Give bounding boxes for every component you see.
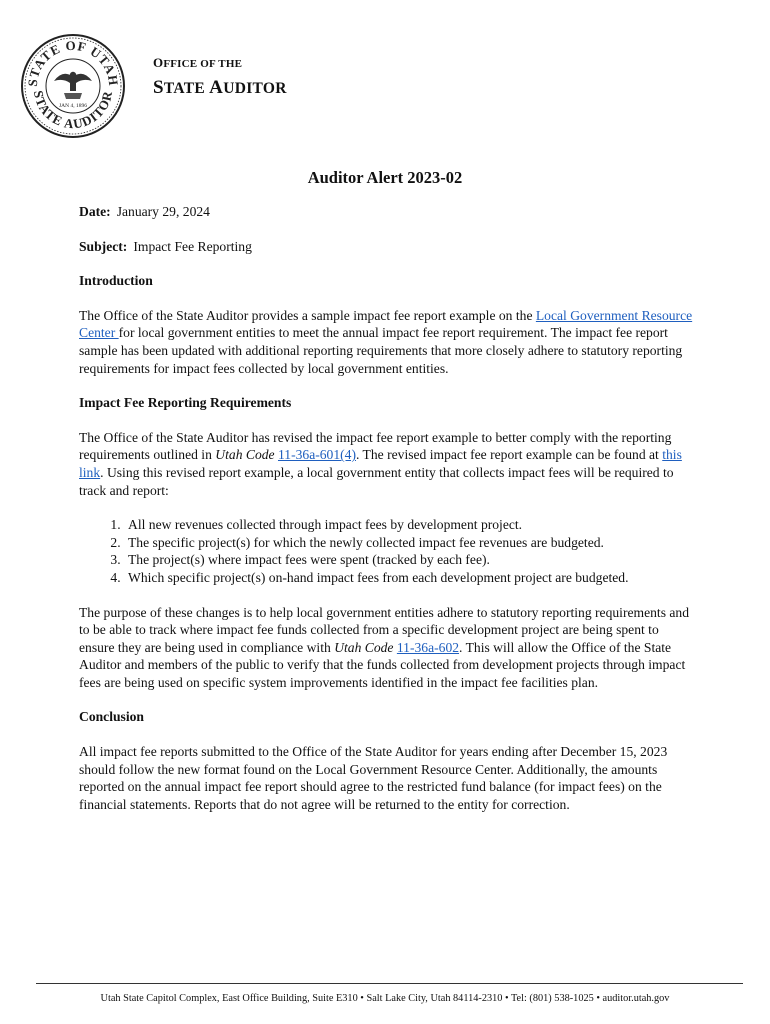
document-title: Auditor Alert 2023-02 <box>307 168 463 187</box>
list-item: 3. The project(s) where impact fees were spent (tracked by each fee). <box>124 551 694 569</box>
seal-center-text: JAN 4, 1896 <box>59 103 87 109</box>
office-heading <box>153 55 287 99</box>
state-auditor-seal <box>20 33 126 139</box>
subject-line: Subject: Impact Fee Reporting <box>79 238 252 254</box>
utah-code-601-link[interactable]: 11-36a-601(4) <box>277 447 356 463</box>
footer-address: Utah State Capitol Complex, East Office Building, Suite E310 • Salt Lake City, Utah 84114-2310 • Tel: (801) 538-1025 • auditor.utah.gov <box>100 993 670 1004</box>
conclusion-paragraph: All impact fee reports submitted to the Office of the State Auditor for years ending after December 15, 2023 should follow the new format found on the Local Government Resource Center. Additionally, the amounts reported on the annual impact fee report should agree to the restricted fund balance (for impact fees) on the financial statements. Reports that do not agree will be returned to the entity for correction. <box>79 744 668 812</box>
introduction-heading: Introduction <box>79 273 153 289</box>
seal-icon <box>20 33 126 139</box>
requirements-paragraph: The Office of the State Auditor has revised the impact fee report example to better comply with the reporting requirements outlined in Utah Code 11-36a-601(4). The revised impact fee report example can be found at this link. Using this revised report example, a local government entity that collects impact fees will be required to track and report: <box>79 429 682 498</box>
requirements-heading: Impact Fee Reporting Requirements <box>79 395 292 411</box>
introduction-paragraph: The Office of the State Auditor provides a sample impact fee report example on the Local Government Resource Center for local government entities to meet the annual impact fee report requirement. The impact fee report sample has been updated with additional reporting requirements that more closely adhere to statutory reporting requirements for impact fees collected by local government entities. <box>79 307 693 376</box>
footer-divider <box>36 983 743 984</box>
office-of-the: OFFICE OF THE <box>153 55 243 70</box>
list-item: 1. All new revenues collected through impact fees by development project. <box>124 516 694 534</box>
requirements-list <box>79 516 694 586</box>
document-body <box>79 203 694 830</box>
local-government-resource-center-link[interactable]: Local Government Resource Center <box>79 307 693 341</box>
list-item: 2. The specific project(s) for which the newly collected impact fee revenues are budgeted. <box>124 534 694 552</box>
utah-code-602-link[interactable]: 11-36a-602 <box>396 639 460 655</box>
seal-bottom-text: STATE AUDITOR <box>30 89 116 132</box>
this-link[interactable]: this link <box>79 447 682 480</box>
seal-top-text: STATE OF UTAH <box>24 37 122 88</box>
date-line: Date: January 29, 2024 <box>79 204 210 219</box>
list-item: 4. Which specific project(s) on-hand impact fees from each development project are budgeted. <box>124 569 694 587</box>
state-auditor-heading: STATE AUDITOR <box>153 77 287 98</box>
conclusion-heading: Conclusion <box>79 709 144 725</box>
purpose-paragraph: The purpose of these changes is to help local government entities adhere to statutory reporting requirements and to be able to track where impact fee funds collected from a specific development project are being spent to ensure they are being used in compliance with Utah Code 11-36a-602. This will allow the Office of the State Auditor and members of the public to verify that the funds collected from development projects through impact fees are being used on specific system improvements identified in the impact fee facilities plan. <box>79 604 690 690</box>
